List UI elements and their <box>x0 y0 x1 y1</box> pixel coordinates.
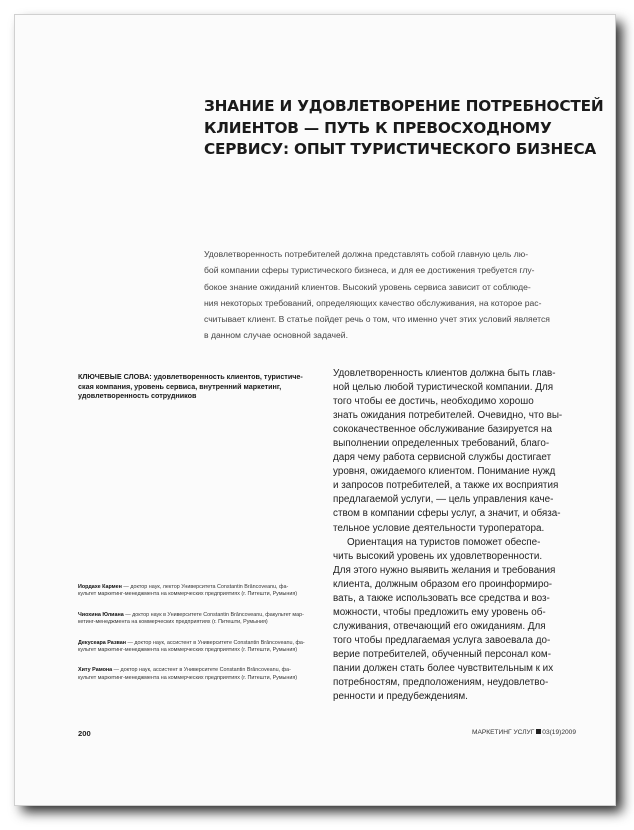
title-line: КЛИЕНТОВ — ПУТЬ К ПРЕВОСХОДНОМУ <box>204 118 552 137</box>
body-line: ренности и предубеждениям. <box>333 691 468 703</box>
author-affiliation: кетинг-менеджмента на коммерческих предприятиях (г. Питешти, Румыния) <box>78 619 268 626</box>
author-affiliation: — доктор наук, лектор Университета Constantin Brâncoveanu, фа- <box>121 584 289 590</box>
body-line: вать, а также использовать все средства и воз- <box>333 592 550 604</box>
abstract <box>204 246 574 344</box>
body-line: знать ожидания потребителей. Очевидно, что вы- <box>333 410 563 422</box>
author-affiliation: культет маркетинг-менеджмента на коммерческих предприятиях (г. Питешти, Румыния) <box>78 674 298 681</box>
body-line: выполнении определенных требований, благо- <box>333 438 550 450</box>
body-line: того чтобы предлагаемая услуга завоевала до- <box>333 634 551 646</box>
author-name: Чиохина Юлиана <box>78 611 124 618</box>
keywords-line: удовлетворенность сотрудников <box>78 391 197 401</box>
body-line: Ориентация на туристов поможет обеспе- <box>347 536 541 548</box>
author-affiliation: культет маркетинг-менеджмента на коммерческих предприятиях (г. Питешти, Румыния) <box>78 647 298 654</box>
author-name: Иордахе Кармен <box>78 584 122 590</box>
body-line: клиента, должным образом его проинформиро- <box>333 578 553 590</box>
article-title <box>204 96 604 161</box>
body-line: даря чему работа сервисной службы достигает <box>333 452 552 464</box>
keywords <box>78 372 308 401</box>
body-line: сококачественное обслуживание базируется на <box>333 424 552 436</box>
running-footer <box>472 729 576 736</box>
abstract-line: Удовлетворенность потребителей должна представлять собой главную цель лю- <box>204 249 529 259</box>
author-affiliation: — доктор наук, ассистент в Университете Constantin Brâncoveanu, фа- <box>112 667 291 674</box>
author-note <box>78 640 323 655</box>
body-line: ством в компании сферы услуг, а значит, и обяза- <box>333 508 561 520</box>
body-line: потребностям, предположениям, неудовлетво- <box>333 677 549 689</box>
author-note <box>78 612 323 627</box>
issue-number: 03(19)2009 <box>542 729 577 736</box>
keywords-line: ская компания, уровень сервиса, внутренний маркетинг, <box>78 381 282 391</box>
body-line: предлагаемой услуги, — цель управления каче- <box>333 494 554 506</box>
abstract-line: в данном случае основной задачей. <box>204 330 348 341</box>
body-line: того чтобы ее достичь, необходимо хорошо <box>333 396 534 408</box>
abstract-line: бокое знание ожиданий клиентов. Высокий уровень сервиса зависит от соблюде- <box>204 281 531 292</box>
body-line: Для этого нужно выявить желания и требования <box>333 564 556 576</box>
author-name: Декусеара Разван <box>78 639 127 646</box>
author-affiliation: — доктор наук, ассистент в Университете Constantin Brâncoveanu, фа- <box>126 639 305 646</box>
abstract-line: ния некоторых требований, определяющих качество обслуживания, на которое рас- <box>204 297 542 308</box>
body-line: чить высокий уровень их удовлетворенности. <box>333 550 543 562</box>
author-affiliation: культет маркетинг-менеджмента на коммерческих предприятиях (г. Питешти, Румыния) <box>78 591 298 598</box>
body-line: тельное условие деятельности туроператора. <box>333 522 545 534</box>
body-line: служивания, отвечающий его ожиданиям. Для <box>333 620 546 632</box>
author-note <box>78 667 323 682</box>
author-note <box>78 584 323 599</box>
journal-name: МАРКЕТИНГ УСЛУГ <box>472 729 535 736</box>
body-text <box>333 367 573 704</box>
body-line: Удовлетворенность клиентов должна быть глав- <box>333 368 556 379</box>
abstract-line: считывает клиент. В статье пойдет речь о том, что именно учет этих условий является <box>204 314 550 325</box>
square-bullet-icon <box>536 729 541 734</box>
title-line: ЗНАНИЕ И УДОВЛЕТВОРЕНИЕ ПОТРЕБНОСТЕЙ <box>204 97 604 115</box>
author-notes <box>78 584 323 695</box>
body-line: верие потребителей, обученный персонал ком- <box>333 648 551 660</box>
body-line: уровня, ожидаемого клиентом. Понимание нужд <box>333 466 556 478</box>
body-line: пании должен стать более чувствительным к их <box>333 662 554 674</box>
body-line: можности, чтобы предложить ему уровень об- <box>333 606 546 618</box>
author-affiliation: — доктор наук в Университете Constantin Brâncoveanu, факультет мар- <box>123 611 304 618</box>
page-number: 200 <box>78 729 91 738</box>
abstract-line: бой компании сферы туристического бизнеса, и для ее достижения требуется глу- <box>204 265 535 276</box>
title-line: СЕРВИСУ: ОПЫТ ТУРИСТИЧЕСКОГО БИЗНЕСА <box>204 140 596 158</box>
body-line: и запросов потребителей, а также их восприятия <box>333 480 559 492</box>
body-line: ной целью любой туристической компании. Для <box>333 382 554 394</box>
author-name: Хиту Рамона <box>78 667 113 674</box>
keywords-line: КЛЮЧЕВЫЕ СЛОВА: удовлетворенность клиентов, туристиче- <box>78 372 303 381</box>
